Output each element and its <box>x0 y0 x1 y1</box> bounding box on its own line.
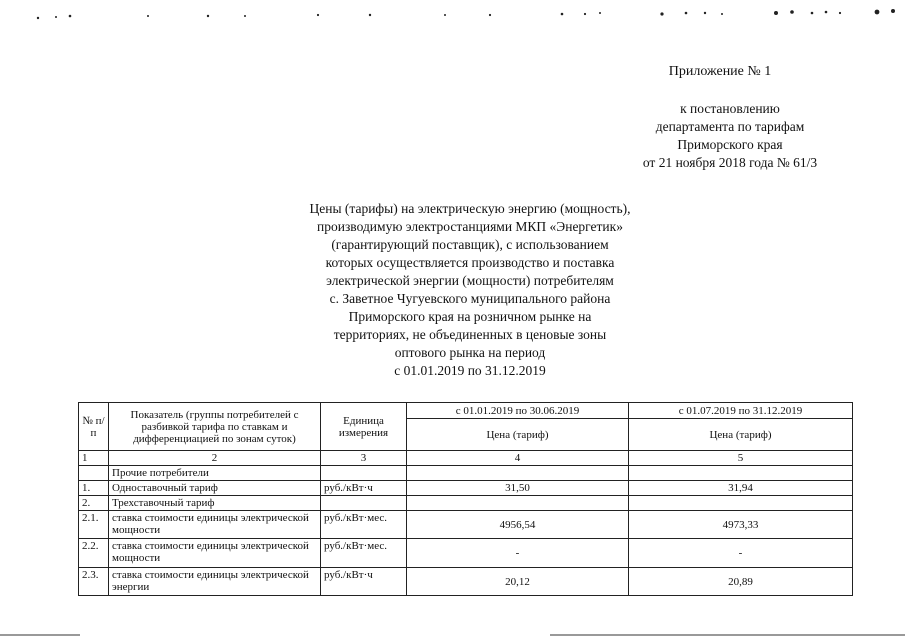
title-line: электрической энергии (мощности) потребителям <box>326 273 614 288</box>
scan-noise-marks <box>0 0 905 30</box>
row-value-1: 31,50 <box>407 481 629 496</box>
row-num: 1. <box>79 481 109 496</box>
decree-line: департамента по тарифам <box>655 119 805 134</box>
row-value-1: 4956,54 <box>407 511 629 539</box>
row-num: 2.3. <box>79 568 109 596</box>
row-unit <box>321 466 407 481</box>
title-line: (гарантирующий поставщик), с использованием <box>331 237 609 252</box>
header-indicator: Показатель (группы потребителей с разбивкой тарифа по ставкам и дифференциацией по зонам суток) <box>109 403 321 451</box>
table-row <box>79 539 853 568</box>
row-name: Одноставочный тариф <box>109 481 321 496</box>
title-line: производимую электростанциями МКП «Энергетик» <box>317 219 623 234</box>
col-number: 4 <box>407 451 629 466</box>
row-value-2: 31,94 <box>629 481 853 496</box>
table-row <box>79 481 853 496</box>
title-line: с 01.01.2019 по 31.12.2019 <box>394 363 546 378</box>
row-value-2 <box>629 466 853 481</box>
row-value-1 <box>407 496 629 511</box>
col-number: 1 <box>79 451 109 466</box>
title-line: которых осуществляется производство и поставка <box>325 255 615 270</box>
row-num <box>79 466 109 481</box>
decree-reference <box>600 100 860 172</box>
table-row <box>79 496 853 511</box>
row-unit: руб./кВт·ч <box>321 568 407 596</box>
decree-line: к постановлению <box>680 101 780 116</box>
row-name: ставка стоимости единицы электрической мощности <box>109 511 321 539</box>
row-value-2: - <box>629 539 853 568</box>
header-period-1: с 01.01.2019 по 30.06.2019 <box>407 403 629 419</box>
title-line: с. Заветное Чугуевского муниципального района <box>329 291 611 306</box>
row-value-1: - <box>407 539 629 568</box>
decree-line: от 21 ноября 2018 года № 61/3 <box>642 155 818 170</box>
row-name: ставка стоимости единицы электрической мощности <box>109 539 321 568</box>
row-name: Трехставочный тариф <box>109 496 321 511</box>
row-name: ставка стоимости единицы электрической энергии <box>109 568 321 596</box>
row-value-1 <box>407 466 629 481</box>
table-row <box>79 466 853 481</box>
title-line: Цены (тарифы) на электрическую энергию (мощность), <box>309 201 631 216</box>
row-num: 2.2. <box>79 539 109 568</box>
row-num: 2.1. <box>79 511 109 539</box>
row-value-2 <box>629 496 853 511</box>
row-name: Прочие потребители <box>109 466 321 481</box>
col-number: 2 <box>109 451 321 466</box>
header-unit: Единица измерения <box>321 403 407 451</box>
col-number: 5 <box>629 451 853 466</box>
table-row <box>79 568 853 596</box>
header-price-1: Цена (тариф) <box>407 419 629 451</box>
tariff-table <box>78 402 853 596</box>
appendix-number: Приложение № 1 <box>668 64 772 79</box>
header-period-2: с 01.07.2019 по 31.12.2019 <box>629 403 853 419</box>
title-line: территориях, не объединенных в ценовые зоны <box>333 327 607 342</box>
row-unit: руб./кВт·мес. <box>321 539 407 568</box>
title-line: Приморского края на розничном рынке на <box>348 309 592 324</box>
table-row <box>79 511 853 539</box>
row-unit <box>321 496 407 511</box>
row-value-2: 20,89 <box>629 568 853 596</box>
row-unit: руб./кВт·мес. <box>321 511 407 539</box>
title-line: оптового рынка на период <box>394 345 546 360</box>
decree-line: Приморского края <box>677 137 783 152</box>
header-price-2: Цена (тариф) <box>629 419 853 451</box>
row-num: 2. <box>79 496 109 511</box>
row-value-2: 4973,33 <box>629 511 853 539</box>
header-num: № п/п <box>79 403 109 451</box>
col-number: 3 <box>321 451 407 466</box>
document-title <box>270 200 670 380</box>
row-value-1: 20,12 <box>407 568 629 596</box>
row-unit: руб./кВт·ч <box>321 481 407 496</box>
scan-bottom-edge <box>0 634 905 636</box>
